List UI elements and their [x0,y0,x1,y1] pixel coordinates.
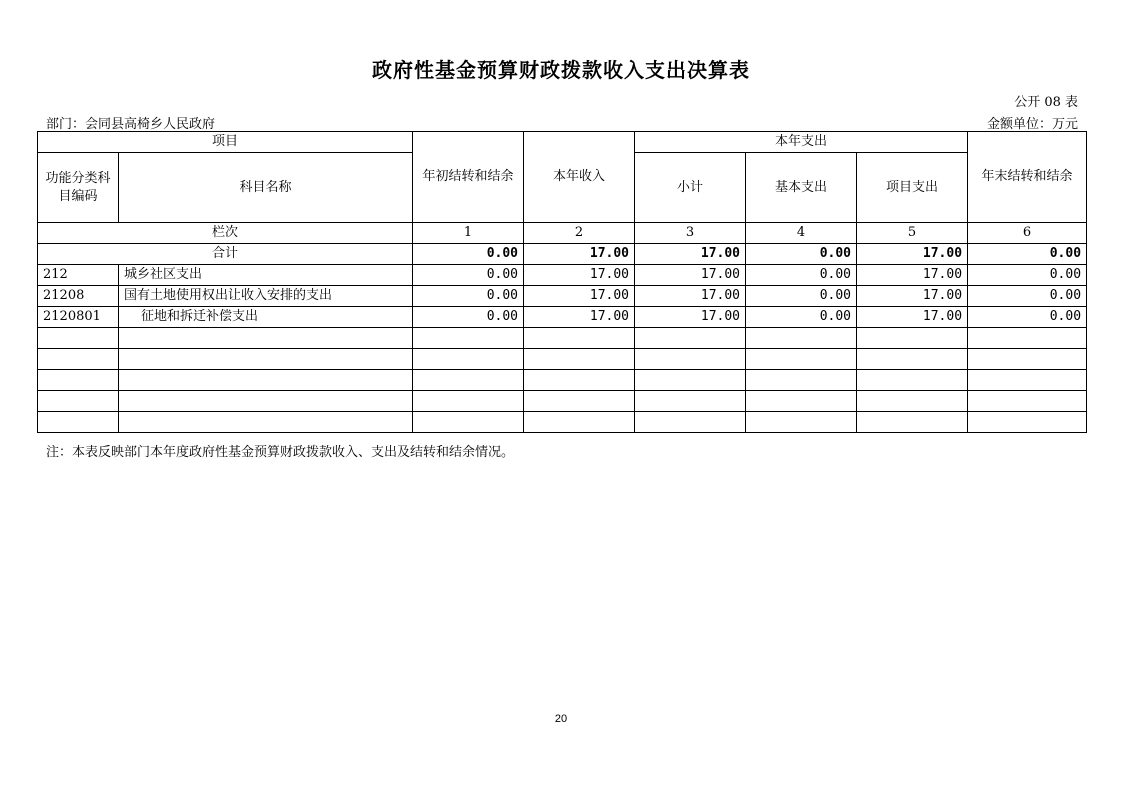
header-carryover-begin: 年初结转和结余 [413,132,524,223]
row-value: 0.00 [968,286,1087,307]
total-value: 17.00 [635,244,746,265]
row-code: 2120801 [38,307,119,328]
footnote: 注：本表反映部门本年度政府性基金预算财政拨款收入、支出及结转和结余情况。 [46,445,515,460]
header-income: 本年收入 [524,132,635,223]
header-expenditure: 本年支出 [635,132,968,153]
row-code: 21208 [38,286,119,307]
row-value: 17.00 [635,307,746,328]
header-func-code: 功能分类科目编码 [38,153,119,223]
column-index-cell: 6 [968,223,1087,244]
row-value: 0.00 [968,307,1087,328]
table-row [38,307,1087,328]
row-name: 城乡社区支出 [119,265,413,286]
row-value: 17.00 [635,265,746,286]
row-value: 0.00 [746,307,857,328]
row-value: 0.00 [413,265,524,286]
amount-unit-label: 金额单位：万元 [986,117,1078,132]
header-carryover-end: 年末结转和结余 [968,132,1087,223]
total-label: 合计 [38,244,413,265]
row-value: 0.00 [968,265,1087,286]
total-row [38,244,1087,265]
header-basic: 基本支出 [746,153,857,223]
header-subtotal: 小计 [635,153,746,223]
row-value: 0.00 [413,307,524,328]
row-value: 17.00 [524,265,635,286]
header-row-1 [38,132,1087,153]
row-name: 国有土地使用权出让收入安排的支出 [119,286,413,307]
row-value: 0.00 [746,265,857,286]
empty-row [38,412,1087,433]
fund-budget-table [37,131,1087,433]
table-row [38,286,1087,307]
column-index-cell: 5 [857,223,968,244]
department-label: 部门：会同县高椅乡人民政府 [46,117,216,132]
empty-row [38,349,1087,370]
total-value: 17.00 [524,244,635,265]
page-number: 20 [554,713,568,725]
column-index-cell: 1 [413,223,524,244]
column-index-label: 栏次 [38,223,413,244]
form-number: 公开 08 表 [1014,95,1078,110]
total-value: 0.00 [968,244,1087,265]
header-project-exp: 项目支出 [857,153,968,223]
page-title: 政府性基金预算财政拨款收入支出决算表 [372,58,750,82]
column-index-row [38,223,1087,244]
row-value: 17.00 [524,307,635,328]
row-value: 17.00 [857,307,968,328]
empty-row [38,370,1087,391]
total-value: 17.00 [857,244,968,265]
column-index-cell: 3 [635,223,746,244]
row-value: 17.00 [857,265,968,286]
table-row [38,265,1087,286]
row-value: 0.00 [746,286,857,307]
column-index-cell: 2 [524,223,635,244]
total-value: 0.00 [413,244,524,265]
column-index-cell: 4 [746,223,857,244]
row-value: 17.00 [524,286,635,307]
row-name: 征地和拆迁补偿支出 [119,307,413,328]
empty-row [38,328,1087,349]
empty-row [38,391,1087,412]
header-project: 项目 [38,132,413,153]
header-subject-name: 科目名称 [119,153,413,223]
total-value: 0.00 [746,244,857,265]
row-value: 0.00 [413,286,524,307]
row-code: 212 [38,265,119,286]
row-value: 17.00 [857,286,968,307]
row-value: 17.00 [635,286,746,307]
